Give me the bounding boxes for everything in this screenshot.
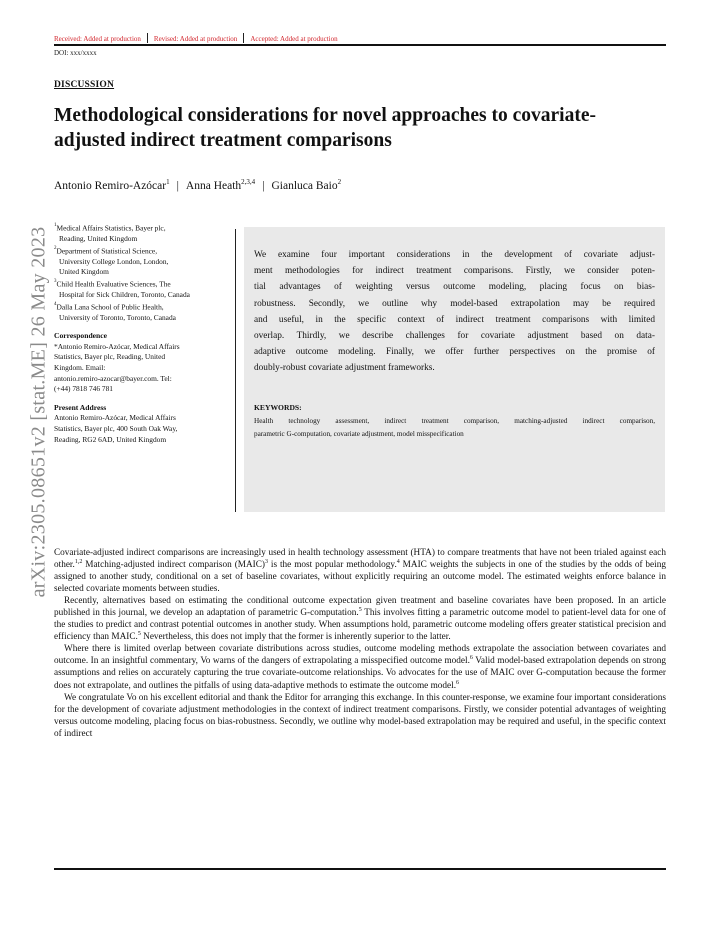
body-text-run: Valid model-based extrapolation depends on strong assumptions and relies on accurately capturing the true covariate-outcome relationships. Vo advocates for the use of MAIC over G-computation because the former does not extrapolate, and outlines the pitfalls of using data-adaptive methods to estimate the outcome model. bbox=[54, 656, 666, 691]
header-separator bbox=[147, 33, 148, 43]
present-address-heading: Present Address bbox=[54, 402, 107, 412]
affiliation-text: Dalla Lana School of Public Health, bbox=[56, 302, 164, 312]
keywords-line: Health technology assessment, indirect treatment comparison, matching-adjusted indirect comparison, bbox=[254, 417, 655, 425]
affiliation-line: University of Toronto, Toronto, Canada bbox=[59, 312, 176, 322]
citation-reference: 5 bbox=[358, 607, 362, 614]
abstract-text bbox=[254, 247, 655, 377]
body-text-run: is the most popular methodology. bbox=[268, 560, 397, 571]
footer-rule bbox=[54, 868, 666, 870]
abstract-line: robustness. Secondly, we outline why model-based extrapolation may be required bbox=[254, 298, 655, 309]
citation-reference: 6 bbox=[456, 679, 460, 686]
correspondence-line: Kingdom. Email: bbox=[54, 363, 106, 372]
present-address-line: Statistics, Bayer plc, 400 South Oak Way, bbox=[54, 423, 178, 433]
affiliation-number: 2 bbox=[54, 245, 57, 251]
body-text-run: Recently, alternatives based on estimating the conditional outcome expectation given treatment and baseline covariates have been proposed. In an article published in this journal, we develop an adaptation of parametric G-computation. bbox=[54, 596, 666, 619]
body-text bbox=[54, 547, 666, 740]
keywords-line: parametric G-computation, covariate adjustment, model misspecification bbox=[254, 429, 464, 438]
affiliation-line bbox=[54, 245, 224, 257]
author-name: Gianluca Baio bbox=[271, 179, 338, 192]
correspondence-line: (+44) 7818 746 781 bbox=[54, 384, 113, 394]
section-label: DISCUSSION bbox=[54, 80, 115, 90]
body-paragraph-2 bbox=[54, 595, 666, 643]
affiliation-line bbox=[54, 301, 224, 313]
correspondence-line: *Antonio Remiro-Azócar, Medical Affairs bbox=[54, 341, 180, 351]
affiliation-text: Department of Statistical Science, bbox=[56, 246, 158, 256]
author-affiliation-mark: 2,3,4 bbox=[241, 178, 256, 186]
affiliation-text: Child Health Evaluative Sciences, The bbox=[56, 279, 171, 289]
abstract-line: We examine four important considerations in the development of covariate adjust- bbox=[254, 250, 655, 260]
body-text-run: Where there is limited overlap between covariate distributions across studies, outcome modeling methods extrapolate the association between covariates and outcome. In an insightful commentary, Vo warns of the dangers of extrapolating a misspecified outcome model. bbox=[54, 644, 666, 667]
citation-reference: 1,2 bbox=[74, 558, 83, 565]
affiliation-line bbox=[54, 278, 224, 290]
correspondence-line: Statistics, Bayer plc, Reading, United bbox=[54, 352, 166, 362]
affiliation-number: 3 bbox=[54, 278, 57, 284]
column-divider bbox=[235, 229, 236, 512]
author-name: Anna Heath bbox=[185, 179, 242, 192]
correspondence-heading: Correspondence bbox=[54, 331, 108, 341]
author-affiliation-mark: 1 bbox=[166, 178, 170, 186]
affiliation-text: Medical Affairs Statistics, Bayer plc, bbox=[56, 223, 166, 233]
affiliation-number: 1 bbox=[54, 223, 57, 228]
affiliation bbox=[54, 222, 224, 245]
abstract-line: adaptive outcome modeling. Finally, we offer further perspectives on the promise of bbox=[254, 347, 655, 358]
body-text-run: MAIC weights the subjects in one of the studies by the odds of being assigned to another study, conditional on a set of baseline covariates, without explicitly requiring an outcome model. The estimated weights enforce balance in selected covariate moments between studies. bbox=[54, 560, 666, 595]
received-date: Received: Added at production bbox=[54, 35, 141, 43]
citation-reference: 4 bbox=[396, 558, 400, 565]
citation-reference: 6 bbox=[469, 655, 473, 662]
revised-date: Revised: Added at production bbox=[153, 35, 238, 43]
present-address-details bbox=[54, 413, 224, 445]
affiliations bbox=[54, 222, 224, 323]
body-text-run: This involves fitting a parametric outcome model to patient-level data for one of the studies to predict and contrast potential outcomes in another study. When assumptions hold, parametric outcome modeling offers greater statistical precision and efficiency than MAIC. bbox=[54, 608, 666, 643]
body-text-run: Matching-adjusted indirect comparison (MAIC) bbox=[82, 560, 266, 571]
affiliation-line: University College London, London, bbox=[59, 256, 169, 266]
affiliation-line: United Kingdom bbox=[59, 267, 109, 277]
author-separator: | bbox=[176, 179, 179, 192]
header-rule bbox=[54, 44, 666, 46]
body-paragraph-1 bbox=[54, 547, 666, 595]
abstract-line: tial advantages of weighting versus outcome modeling, placing focus on bias- bbox=[254, 282, 655, 293]
body-text-run: Nevertheless, this does not imply that the former is inherently superior to the latter. bbox=[140, 632, 451, 643]
body-paragraph-3 bbox=[54, 643, 666, 691]
paper-title: Methodological considerations for novel approaches to covariate-adjusted indirect treatment comparisons bbox=[54, 105, 596, 151]
present-address-line: Antonio Remiro-Azócar, Medical Affairs bbox=[54, 413, 176, 423]
present-address-line: Reading, RG2 6AD, United Kingdom bbox=[54, 434, 167, 444]
correspondence-line: antonio.remiro-azocar@bayer.com. Tel: bbox=[54, 373, 172, 383]
arxiv-identifier-text: arXiv:2305.08651v2 [stat.ME] 26 May 2023 bbox=[27, 226, 50, 598]
header-separator bbox=[243, 33, 244, 43]
author-affiliation-mark: 2 bbox=[337, 178, 342, 186]
author-separator: | bbox=[262, 179, 265, 192]
author-info-column bbox=[54, 222, 224, 445]
body-text-run: Covariate-adjusted indirect comparisons are increasingly used in health technology assessment (HTA) to compare treatments that have not been trialed against each other. bbox=[54, 548, 666, 571]
affiliation-line bbox=[54, 222, 224, 234]
abstract-line: overlap. Thirdly, we describe challenges for covariate adjustment based on data- bbox=[254, 331, 655, 342]
affiliation bbox=[54, 245, 224, 278]
affiliation bbox=[54, 278, 224, 301]
abstract-line: and useful, in the specific context of indirect treatment comparisons with limited bbox=[254, 314, 655, 325]
author-name: Antonio Remiro-Azócar bbox=[54, 179, 167, 192]
affiliation-line: Hospital for Sick Children, Toronto, Canada bbox=[59, 289, 190, 299]
affiliation-line: Reading, United Kingdom bbox=[59, 234, 138, 244]
affiliation bbox=[54, 301, 224, 324]
citation-reference: 3 bbox=[265, 558, 269, 565]
correspondence-details bbox=[54, 342, 224, 395]
body-paragraph-4 bbox=[54, 692, 666, 740]
keywords-heading: KEYWORDS: bbox=[254, 403, 302, 412]
citation-reference: 5 bbox=[137, 631, 141, 638]
body-text-run: We congratulate Vo on his excellent editorial and thank the Editor for arranging this exchange. In this counter-response, we examine four important considerations for the development of covariate adjustment methodologies in the context of indirect treatment comparisons. Firstly, we consider potential advantages of weighting versus outcome modeling, placing focus on bias-robustness. Secondly, we outline why model-based extrapolation may be required and useful, in the specific context of indirect bbox=[54, 692, 666, 739]
keywords-text bbox=[254, 415, 655, 440]
doi-text: DOI: xxx/xxxx bbox=[54, 49, 97, 57]
abstract-line: doubly-robust covariate adjustment frameworks. bbox=[254, 363, 435, 374]
accepted-date: Accepted: Added at production bbox=[250, 35, 338, 43]
author-list bbox=[54, 178, 341, 192]
affiliation-number: 4 bbox=[54, 301, 57, 307]
journal-dates-header bbox=[54, 33, 666, 43]
abstract-line: ment methodologies for indirect treatment comparisons. Firstly, we consider poten- bbox=[254, 266, 655, 277]
